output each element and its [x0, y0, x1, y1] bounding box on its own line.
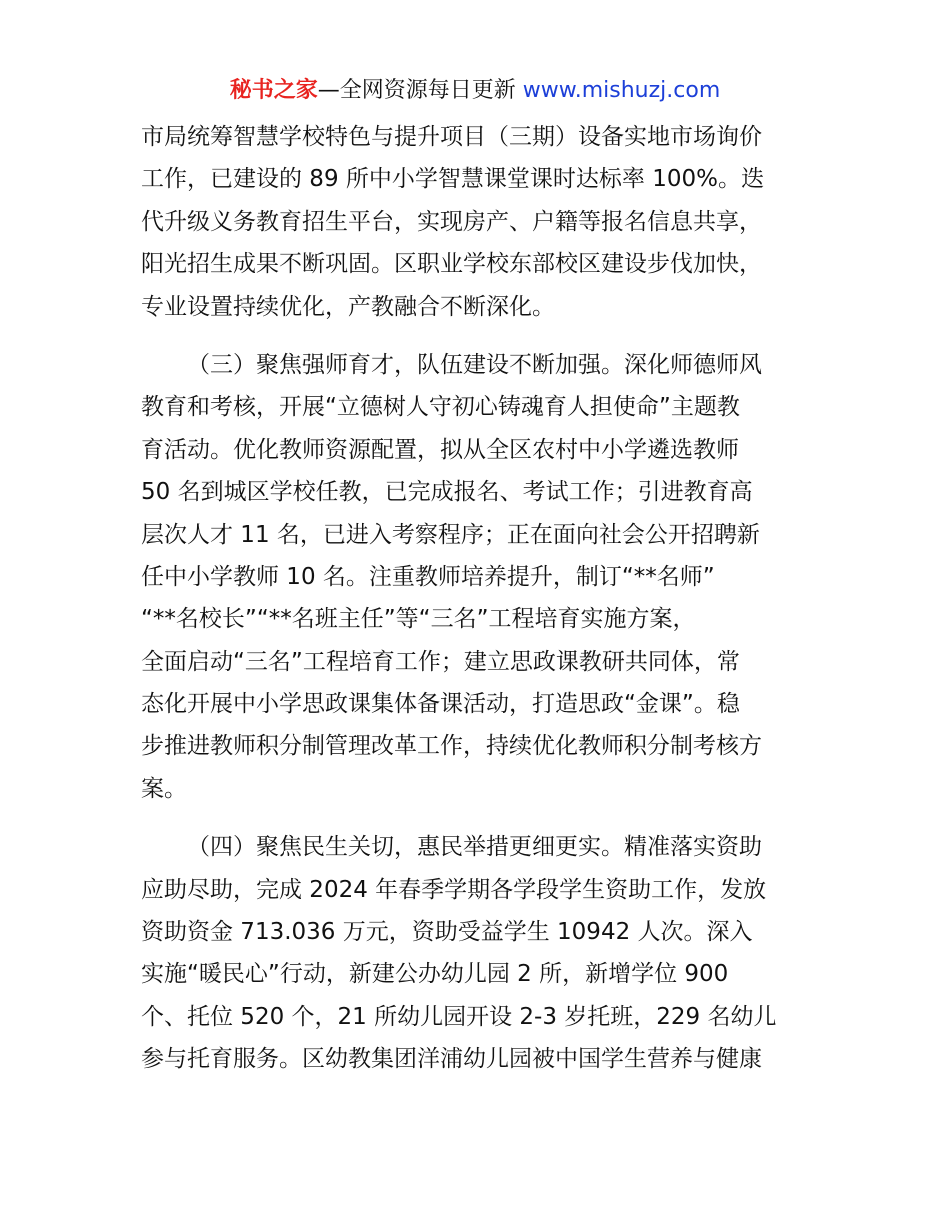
text-line: 参与托育服务。区幼教集团洋浦幼儿园被中国学生营养与健康: [141, 1046, 762, 1073]
text-line: （三）聚焦强师育才，队伍建设不断加强。深化师德师风: [187, 351, 762, 378]
header-tagline: —全网资源每日更新: [317, 78, 516, 103]
text-line: 阳光招生成果不断巩固。区职业学校东部校区建设步伐加快，: [141, 251, 762, 278]
text-line: 市局统筹智慧学校特色与提升项目（三期）设备实地市场询价: [141, 124, 762, 150]
text-line: 工作，已建设的 89 所中小学智慧课堂课时达标率 100%。迭: [141, 166, 764, 193]
text-line: 层次人才 11 名，已进入考察程序；正在面向社会公开招聘新: [141, 521, 760, 548]
text-line: 任中小学教师 10 名。注重教师培养提升，制订“**名师”: [141, 563, 715, 590]
paragraph-section-3: [141, 344, 821, 810]
text-line: 实施“暖民心”行动，新建公办幼儿园 2 所，新增学位 900: [141, 961, 729, 988]
text-line: 态化开展中小学思政课集体备课活动，打造思政“金课”。稳: [141, 691, 740, 718]
text-line: 资助资金 713.036 万元，资助受益学生 10942 人次。深入: [141, 919, 753, 946]
text-line: 应助尽助，完成 2024 年春季学期各学段学生资助工作，发放: [141, 876, 767, 903]
paragraph-1: [141, 116, 821, 328]
page-header: [0, 76, 950, 106]
text-line: （四）聚焦民生关切，惠民举措更细更实。精准落实资助: [187, 834, 762, 861]
brand-name: 秘书之家: [229, 78, 318, 103]
text-line: “**名校长”“**名班主任”等“三名”工程培育实施方案，: [141, 606, 696, 633]
document-body: [141, 116, 821, 1081]
text-line: 50 名到城区学校任教，已完成报名、考试工作；引进教育高: [141, 479, 753, 506]
text-line: 全面启动“三名”工程培育工作；建立思政课教研共同体，常: [141, 648, 740, 675]
text-line: 案。: [141, 775, 187, 802]
text-line: 育活动。优化教师资源配置，拟从全区农村中小学遴选教师: [141, 436, 739, 463]
text-line: 个、托位 520 个，21 所幼儿园开设 2-3 岁托班，229 名幼儿: [141, 1003, 777, 1030]
text-line: 教育和考核，开展“立德树人守初心铸魂育人担使命”主题教: [141, 394, 740, 421]
paragraph-section-4: [141, 826, 821, 1080]
text-line: 专业设置持续优化，产教融合不断深化。: [141, 293, 555, 320]
text-line: 代升级义务教育招生平台，实现房产、户籍等报名信息共享，: [141, 208, 762, 235]
text-line: 步推进教师积分制管理改革工作，持续优化教师积分制考核方: [141, 733, 762, 760]
site-url-link[interactable]: www.mishuzj.com: [522, 78, 721, 103]
